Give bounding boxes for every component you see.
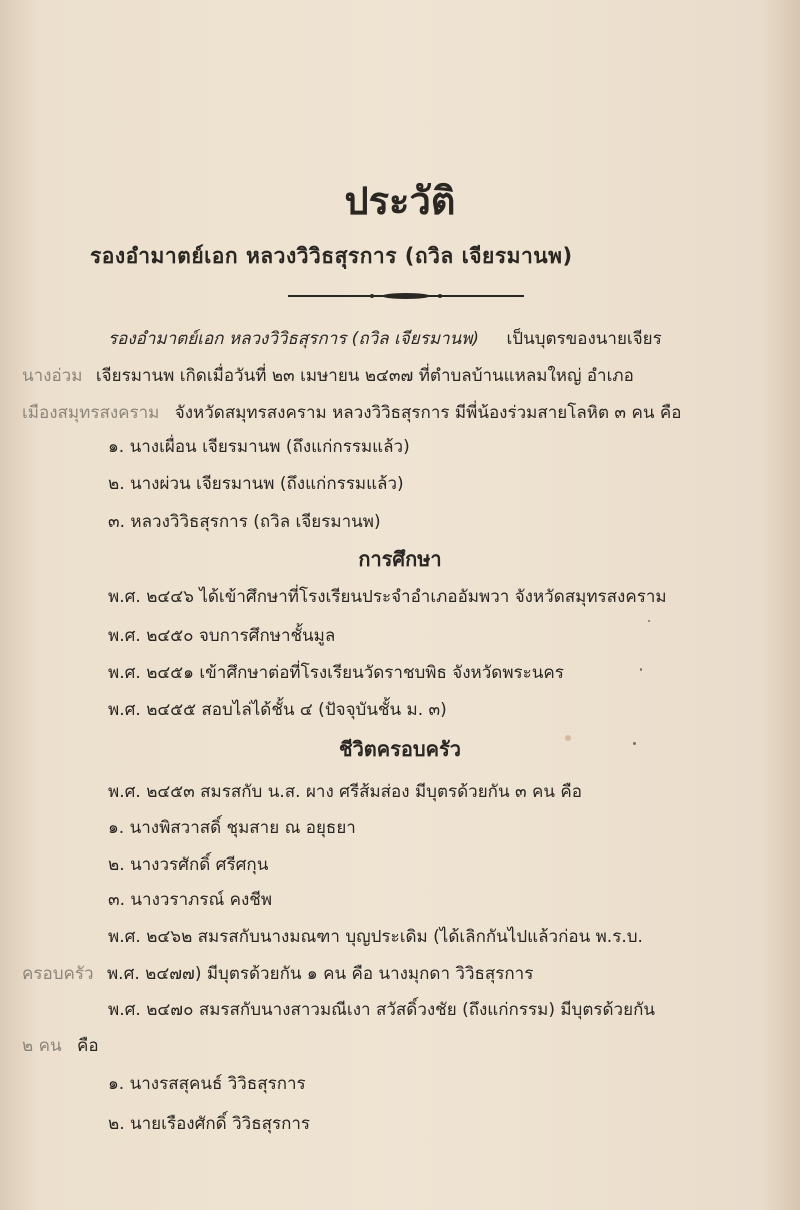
sibling-item: ๒. นางผ่วน เจียรมานพ (ถึงแก่กรรมแล้ว) [108, 474, 404, 494]
sibling-item: ๑. นางเผื่อน เจียรมานพ (ถึงแก่กรรมแล้ว) [108, 437, 410, 457]
marriage-2-line-1: พ.ศ. ๒๔๖๒ สมรสกับนางมณฑา บุญประเดิม (ได้เลิกกันไปแล้วก่อน พ.ร.บ. [108, 927, 643, 947]
intro-line-3 [22, 399, 681, 426]
marriage-3-text: คือ [77, 1036, 99, 1056]
marriage-3-faded: ๒ คน [22, 1036, 62, 1056]
intro-name-italic: รองอำมาตย์เอก หลวงวิวิธสุรการ (ถวิล เจียรมานพ) [108, 329, 480, 349]
child-item: ๑. นางรสสุคนธ์ วิวิธสุรการ [108, 1074, 306, 1094]
child-item: ๒. นายเรืองศักดิ์ วิวิธสุรการ [108, 1114, 311, 1134]
sibling-item: ๓. หลวงวิวิธสุรการ (ถวิล เจียรมานพ) [108, 512, 381, 532]
intro-line-2-faded: นางอ่วม [22, 366, 83, 386]
paper-speck [633, 742, 636, 745]
ornamental-divider [288, 292, 524, 300]
page-title: ประวัติ [344, 179, 456, 223]
paper-stain [565, 735, 571, 741]
child-item: ๒. นางวรศักดิ์ ศรีศกุน [108, 855, 269, 875]
education-item: พ.ศ. ๒๔๕๑ เข้าศึกษาต่อที่โรงเรียนวัดราชบพิธ จังหวัดพระนคร [108, 663, 564, 683]
family-heading: ชีวิตครอบครัว [339, 737, 461, 761]
marriage-2-faded: ครอบครัว [22, 964, 94, 984]
education-item: พ.ศ. ๒๔๔๖ ได้เข้าศึกษาที่โรงเรียนประจำอำเภออัมพวา จังหวัดสมุทรสงคราม [108, 587, 667, 607]
education-item: พ.ศ. ๒๔๕๐ จบการศึกษาชั้นมูล [108, 626, 336, 646]
marriage-2-text: พ.ศ. ๒๔๗๗) มีบุตรด้วยกัน ๑ คน คือ นางมุกดา วิวิธสุรการ [106, 964, 534, 984]
intro-line-3-text: จังหวัดสมุทรสงคราม หลวงวิวิธสุรการ มีพี่น้องร่วมสายโลหิต ๓ คน คือ [174, 403, 682, 423]
marriage-3-line-2 [22, 1032, 99, 1059]
intro-line-2 [22, 362, 634, 389]
page-subtitle: รองอำมาตย์เอก หลวงวิวิธสุรการ (ถวิล เจียรมานพ) [90, 244, 573, 268]
child-item: ๑. นางพิสวาสดิ์ ชุมสาย ณ อยุธยา [108, 818, 356, 838]
education-heading: การศึกษา [358, 547, 442, 571]
paper-speck [640, 668, 642, 671]
intro-line-1-rest: เป็นบุตรของนายเจียร [506, 329, 662, 349]
marriage-3-line-1: พ.ศ. ๒๔๗๐ สมรสกับนางสาวมณีเงา สวัสดิ์วงชัย (ถึงแก่กรรม) มีบุตรด้วยกัน [108, 1000, 655, 1020]
marriage-1: พ.ศ. ๒๔๕๓ สมรสกับ น.ส. ผาง ศรีส้มส่อง มีบุตรด้วยกัน ๓ คน คือ [108, 782, 582, 802]
education-item: พ.ศ. ๒๔๕๕ สอบไล่ได้ชั้น ๔ (ปัจจุบันชั้น ม. ๓) [108, 700, 447, 720]
intro-line-2-text: เจียรมานพ เกิดเมื่อวันที่ ๒๓ เมษายน ๒๔๓๗ ที่ตำบลบ้านแหลมใหญ่ อำเภอ [95, 366, 634, 386]
marriage-2-line-2 [22, 960, 533, 987]
intro-line-3-faded: เมืองสมุทรสงคราม [22, 403, 160, 423]
child-item: ๓. นางวราภรณ์ คงชีพ [108, 890, 273, 910]
intro-line-1 [108, 325, 662, 352]
paper-speck [648, 620, 650, 622]
